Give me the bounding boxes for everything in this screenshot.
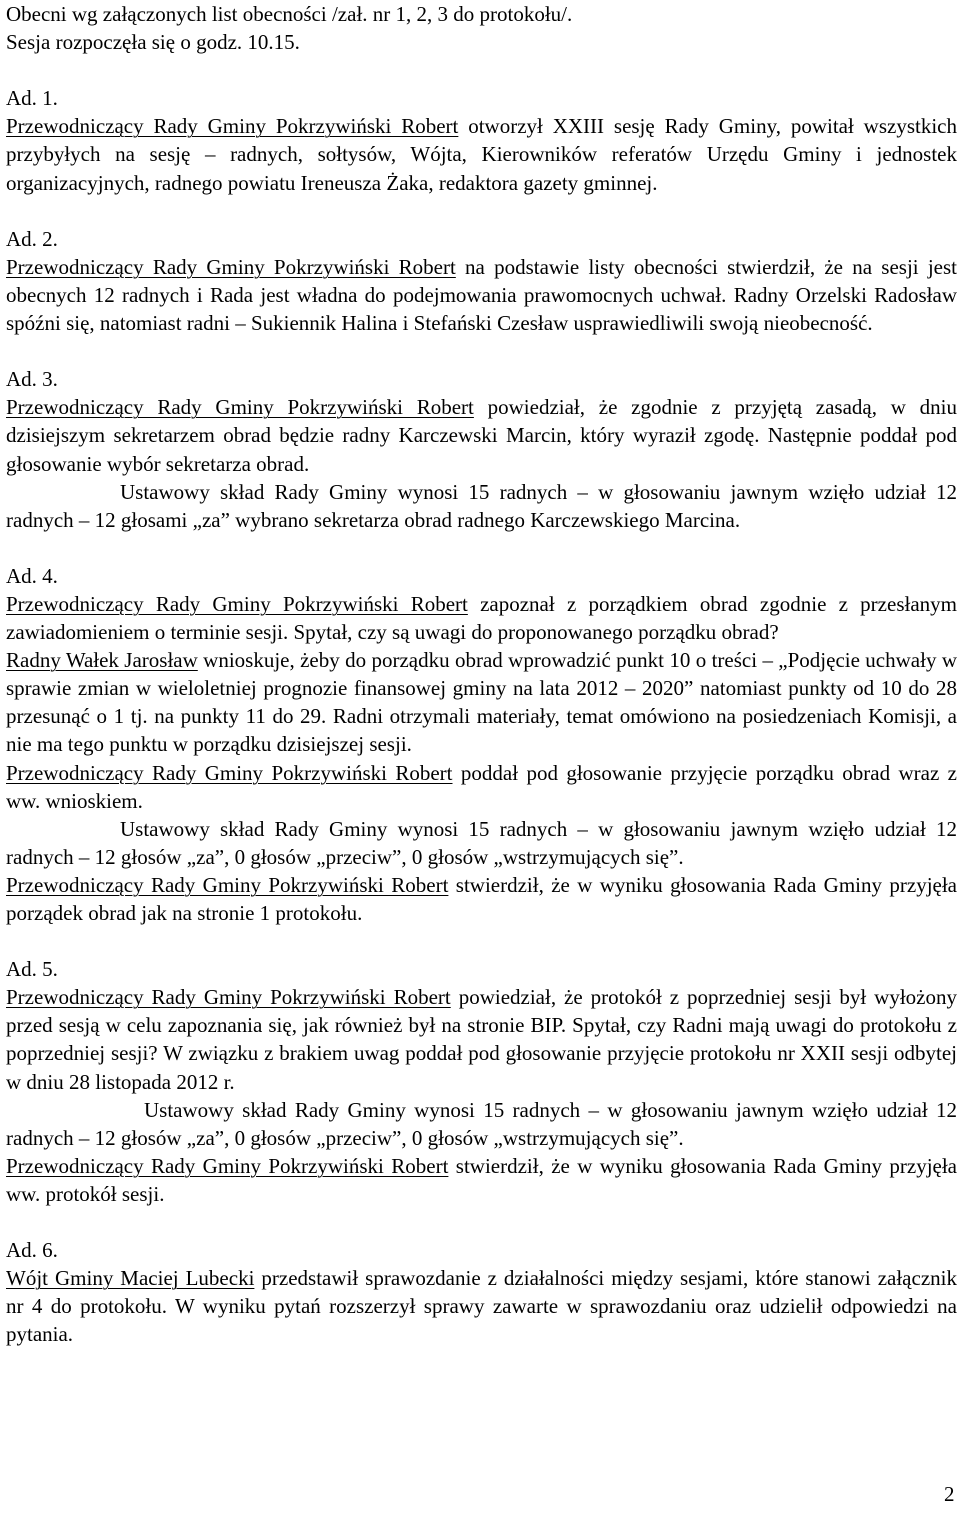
ad4-text-2: wnioskuje, żeby do porządku obrad wprowadzić punkt 10 o treści – „Podjęcie uchwały w sprawie zmian w wieloletniej prognozie finansowej gminy na lata 2012 – 2020” natomiast punkty od 10 do 28 przesunąć o 1 tj. na punkty 11 do 29. Radni otrzymali materiały, temat omówiono na posiedzeniach Komisji, a nie ma tego punktu w porządku dzisiejszej sesji. bbox=[6, 648, 957, 757]
speaker-name: Przewodniczący Rady Gminy Pokrzywiński Robert bbox=[6, 591, 468, 616]
ad5-text-2: stwierdził, że w wyniku głosowania Rada Gminy przyjęła ww. protokół sesji. bbox=[6, 1153, 957, 1206]
speaker-name: Przewodniczący Rady Gminy Pokrzywiński Robert bbox=[6, 395, 474, 420]
ad5-paragraph-2 bbox=[6, 1152, 957, 1208]
ad4-heading: Ad. 4. bbox=[6, 563, 58, 588]
speaker-name: Przewodniczący Rady Gminy Pokrzywiński Robert bbox=[6, 872, 449, 897]
speaker-name: Przewodniczący Rady Gminy Pokrzywiński Robert bbox=[6, 985, 451, 1010]
ad5-heading: Ad. 5. bbox=[6, 957, 58, 982]
ad5-paragraph-1 bbox=[6, 983, 957, 1095]
ad4-text-4: stwierdził, że w wyniku głosowania Rada Gminy przyjęła porządek obrad jak na stronie 1 protokołu. bbox=[6, 872, 957, 925]
ad6-text: przedstawił sprawozdanie z działalności między sesjami, które stanowi załącznik nr 4 do protokołu. W wyniku pytań rozszerzył sprawy zawarte w sprawozdaniu oraz udzielił odpowiedzi na pytania. bbox=[6, 1266, 957, 1347]
ad3-paragraph bbox=[6, 393, 957, 477]
speaker-name: Przewodniczący Rady Gminy Pokrzywiński Robert bbox=[6, 1153, 449, 1178]
speaker-name: Radny Wałek Jarosław bbox=[6, 648, 198, 673]
ad3-vote-paragraph: Ustawowy skład Rady Gminy wynosi 15 radnych – w głosowaniu jawnym wzięło udział 12 radnych – 12 głosami „za” wybrano sekretarza obrad radnego Karczewskiego Marcina. bbox=[6, 479, 957, 532]
ad4-text-1: zapoznał z porządkiem obrad zgodnie z przesłanym zawiadomieniem o terminie sesji. Spytał, czy są uwagi do proponowanego porządku obrad? bbox=[6, 591, 957, 645]
ad4-paragraph-2 bbox=[6, 646, 957, 758]
speaker-name: Przewodniczący Rady Gminy Pokrzywiński Robert bbox=[6, 254, 456, 279]
speaker-name: Przewodniczący Rady Gminy Pokrzywiński Robert bbox=[6, 114, 459, 139]
speaker-name: Wójt Gminy Maciej Lubecki bbox=[6, 1266, 255, 1291]
ad5-vote-paragraph: Ustawowy skład Rady Gminy wynosi 15 radnych – w głosowaniu jawnym wzięło udział 12 radnych – 12 głosów „za”, 0 głosów „przeciw”, 0 głosów „wstrzymujących się”. bbox=[6, 1097, 957, 1150]
document-page bbox=[6, 0, 957, 1349]
ad4-paragraph-3 bbox=[6, 759, 957, 815]
speaker-name: Przewodniczący Rady Gminy Pokrzywiński Robert bbox=[6, 760, 453, 785]
ad4-paragraph-4 bbox=[6, 871, 957, 927]
ad4-text-3: poddał pod głosowanie przyjęcie porządku obrad wraz z ww. wnioskiem. bbox=[6, 760, 957, 813]
session-start-line: Sesja rozpoczęła się o godz. 10.15. bbox=[6, 30, 300, 55]
ad2-text: na podstawie listy obecności stwierdził, że na sesji jest obecnych 12 radnych i Rada jest władna do podejmowania prawomocnych uchwał. Radny Orzelski Radosław spóźni się, natomiast radni – Sukiennik Halina i Stefański Czesław usprawiedliwili swoją nieobecność. bbox=[6, 254, 957, 336]
ad4-vote-paragraph: Ustawowy skład Rady Gminy wynosi 15 radnych – w głosowaniu jawnym wzięło udział 12 radnych – 12 głosów „za”, 0 głosów „przeciw”, 0 głosów „wstrzymujących się”. bbox=[6, 816, 957, 869]
page-number: 2 bbox=[944, 1482, 955, 1506]
ad6-heading: Ad. 6. bbox=[6, 1238, 58, 1263]
ad1-paragraph bbox=[6, 112, 957, 196]
ad2-heading: Ad. 2. bbox=[6, 226, 58, 251]
ad4-paragraph-1 bbox=[6, 590, 957, 646]
ad2-paragraph bbox=[6, 253, 957, 337]
ad5-text-1: powiedział, że protokół z poprzedniej sesji był wyłożony przed sesją w celu zapoznania się, jak również był na stronie BIP. Spytał, czy Radni mają uwagi do protokołu z poprzedniej sesji? W związku z brakiem uwag poddał pod głosowanie przyjęcie protokołu nr XXII sesji odbytej w dniu 28 listopada 2012 r. bbox=[6, 985, 957, 1094]
ad1-text: otworzył XXIII sesję Rady Gminy, powitał wszystkich przybyłych na sesję – radnych, sołtysów, Wójta, Kierowników referatów Urzędu Gminy i jednostek organizacyjnych, radnego powiatu Ireneusza Żaka, redaktora gazety gminnej. bbox=[6, 114, 958, 195]
ad3-text: powiedział, że zgodnie z przyjętą zasadą, w dniu dzisiejszym sekretarzem obrad będzie radny Karczewski Marcin, który wyraził zgodę. Następnie poddał pod głosowanie wybór sekretarza obrad. bbox=[6, 395, 957, 476]
ad6-paragraph bbox=[6, 1264, 957, 1348]
ad3-heading: Ad. 3. bbox=[6, 367, 58, 392]
ad1-heading: Ad. 1. bbox=[6, 86, 58, 111]
attendance-line: Obecni wg załączonych list obecności /zał. nr 1, 2, 3 do protokołu/. bbox=[6, 2, 573, 26]
